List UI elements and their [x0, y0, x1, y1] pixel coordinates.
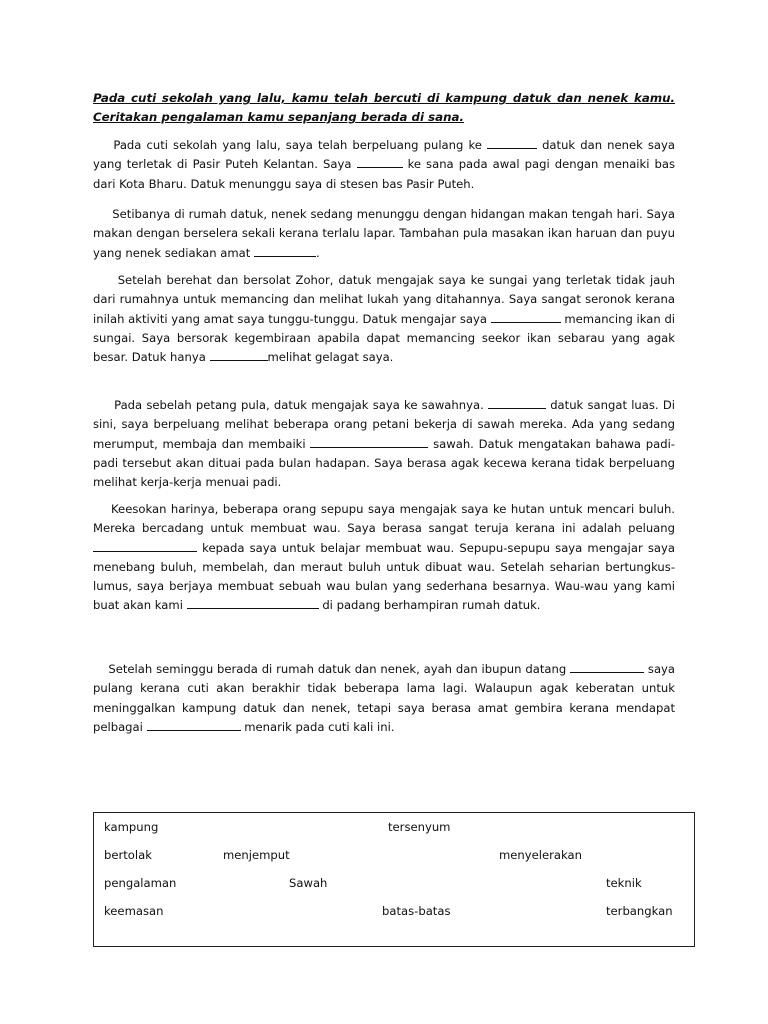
word-bank-item: keemasan	[104, 904, 164, 918]
word-bank-item: tersenyum	[388, 820, 451, 834]
answer-blank[interactable]	[210, 348, 268, 361]
text-segment: Keesokan harinya, beberapa orang sepupu saya mengajak saya ke hutan untuk mencari buluh. Mereka bercadang untuk membuat wau. Saya berasa sangat teruja kerana ini adalah peluang	[93, 502, 675, 536]
answer-blank[interactable]	[488, 396, 546, 409]
text-segment: .	[315, 245, 320, 260]
text-segment: ke sana pada awal pagi dengan menaiki bas dari Kota Bharu. Datuk menunggu saya di stesen bas Pasir Puteh.	[93, 157, 676, 191]
text-segment: Setibanya di rumah datuk, nenek sedang menunggu dengan hidangan makan tengah hari. Saya makan dengan berselera sekali kerana terlalu lapar. Tambahan pula masakan ikan haruan dan puyu yang nenek sediakan amat	[93, 207, 675, 260]
answer-blank[interactable]	[357, 155, 403, 168]
word-bank-item: kampung	[104, 820, 159, 834]
text-segment: melihat gelagat saya.	[267, 350, 394, 365]
paragraph-5	[93, 500, 675, 616]
paragraph-6	[93, 660, 675, 737]
word-bank-item: Sawah	[289, 876, 328, 890]
word-bank-item: terbangkan	[606, 904, 673, 918]
answer-blank[interactable]	[491, 310, 561, 323]
text-segment: saya pulang kerana cuti akan berakhir tidak beberapa lama lagi. Walaupun agak keberatan untuk meninggalkan kampung datuk dan nenek, tetapi saya berasa amat gembira kerana mendapat pelbagai	[93, 662, 676, 734]
word-bank-item: bertolak	[104, 848, 152, 862]
text-segment: kepada saya untuk belajar membuat wau. Sepupu-sepupu saya mengajar saya menebang buluh, membelah, dan meraut buluh untuk dibuat wau. Setelah seharian bertungkus-lumus, saya berjaya membuat sebuah wau bulan yang sederhana besarnya. Wau-wau yang kami buat akan kami	[93, 540, 675, 613]
text-segment: Pada cuti sekolah yang lalu, saya telah berpeluang pulang ke	[113, 138, 482, 152]
text-segment: menarik pada cuti kali ini.	[244, 719, 395, 734]
word-bank-item: teknik	[606, 876, 642, 890]
text-segment: datuk sangat luas. Di sini, saya berpeluang melihat beberapa orang petani bekerja di sawah mereka. Ada yang sedang merumput, membaja dan membaiki	[93, 398, 675, 451]
text-segment: datuk dan nenek saya yang terletak di Pasir Puteh Kelantan. Saya	[93, 138, 675, 172]
text-segment: memancing ikan di sungai. Saya bersorak kegembiraan apabila dapat memancing seekor ikan sebarau yang agak besar. Datuk hanya	[93, 311, 676, 365]
word-bank-item: menjemput	[223, 848, 290, 862]
paragraph-2	[93, 205, 675, 263]
answer-blank[interactable]	[93, 539, 197, 552]
answer-blank[interactable]	[187, 596, 319, 609]
answer-blank[interactable]	[254, 244, 316, 257]
answer-blank[interactable]	[570, 660, 644, 673]
paragraph-4	[93, 396, 675, 492]
text-segment: Setelah berehat dan bersolat Zohor, datuk mengajak saya ke sungai yang terletak tidak jauh dari rumahnya untuk memancing dan melihat lukah yang ditahannya. Saya sangat seronok kerana inilah aktiviti yang amat saya tunggu-tunggu. Datuk mengajar saya	[93, 273, 675, 326]
text-segment: Pada sebelah petang pula, datuk mengajak saya ke sawahnya.	[114, 398, 484, 412]
text-segment: Setelah seminggu berada di rumah datuk dan nenek, ayah dan ibupun datang	[108, 662, 567, 676]
word-bank-box	[93, 812, 695, 947]
text-segment: di padang berhampiran rumah datuk.	[322, 598, 541, 613]
text-segment: sawah. Datuk mengatakan bahawa padi-padi tersebut akan dituai pada bulan hadapan. Saya berasa agak kecewa kerana tidak berpeluang melihat kerja-kerja menuai padi.	[93, 436, 675, 490]
word-bank-item: batas-batas	[382, 904, 451, 918]
answer-blank[interactable]	[147, 718, 241, 731]
answer-blank[interactable]	[487, 136, 537, 149]
word-bank-item: pengalaman	[104, 876, 177, 890]
question-heading: Pada cuti sekolah yang lalu, kamu telah bercuti di kampung datuk dan nenek kamu. Ceritakan pengalaman kamu sepanjang berada di sana.	[93, 91, 675, 124]
paragraph-1	[93, 136, 675, 194]
paragraph-3	[93, 271, 675, 367]
answer-blank[interactable]	[310, 435, 428, 448]
word-bank-item: menyelerakan	[499, 848, 582, 862]
